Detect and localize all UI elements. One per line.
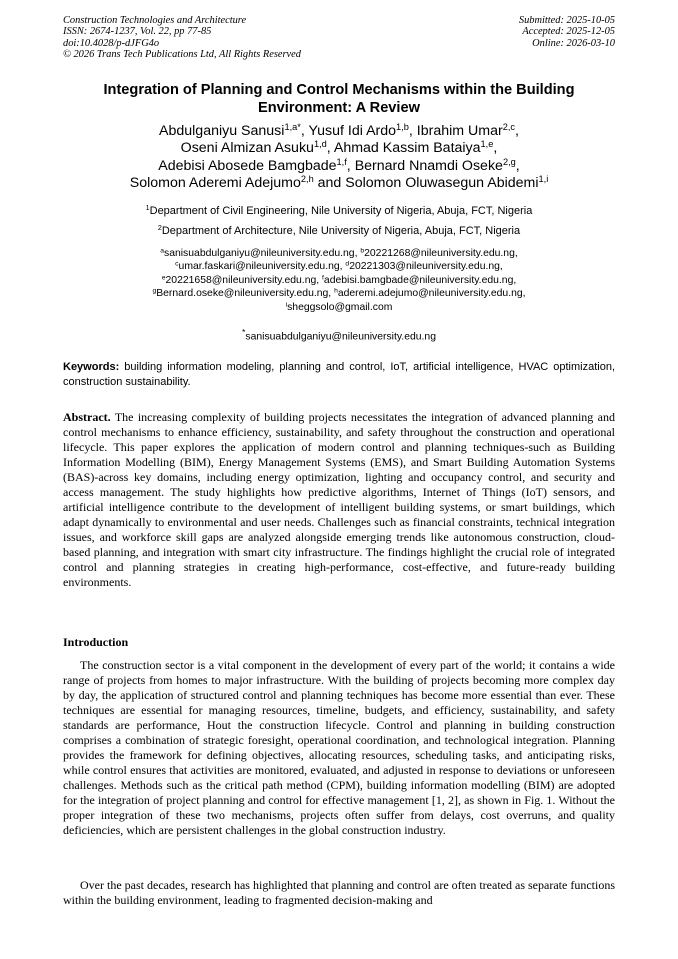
abstract-label: Abstract. xyxy=(63,410,111,424)
author: Oseni Almizan Asuku$^{1,d}$, xyxy=(180,139,334,157)
body-paragraph: The construction sector is a vital component in the development of every part of the world; it contains a wide range of projects from homes to major infrastructure. With the building of projects becoming more complex day by day, the application of structured control and planning techniques has become more essential than ever. These techniques are essential for managing resources, timeline, budgets, and efficiency, sustainability, and safety standards are performance, Hout the construction lifecycle. Control and planning in building construction comprises a combination of strategic foresight, operational coordination, and technological integration. Planning provides the framework for defining objectives, allocating resources, scheduling tasks, and anticipating risks, while control ensures that activities are monitored, evaluated, and adjusted in response to deviations or unforeseen challenges. Methods such as the critical path method (CPM), building information modelling (BIM) are adopted for the integration of project planning and control for effective management [1, 2], as shown in Fig. 1. Without the proper integration of these two mechanisms, projects often suffer from delays, cost overruns, and quality deficiencies, which are persistent challenges in the global construction industry. xyxy=(63,658,615,837)
section-heading-introduction: Introduction xyxy=(63,635,129,649)
keywords xyxy=(63,360,615,390)
email-link[interactable]: $^e$20221658@nileuniversity.edu.ng, xyxy=(161,274,323,286)
email-link[interactable]: $^d$20221303@nileuniversity.edu.ng, xyxy=(345,260,503,273)
journal-name: Construction Technologies and Architecture xyxy=(63,15,247,26)
affiliation: $^2$Department of Architecture, Nile University of Nigeria, Abuja, FCT, Nigeria xyxy=(157,224,521,237)
accepted-date: Accepted: 2025-12-05 xyxy=(522,26,615,38)
author-emails xyxy=(55,247,623,314)
author: Adebisi Abosede Bamgbade$^{1,f}$, xyxy=(158,156,355,174)
email-link[interactable]: $^h$aderemi.adejumo@nileuniversity.edu.ng, xyxy=(334,287,526,300)
abstract-text: The increasing complexity of building projects necessitates the integration of advanced planning and control mechanisms to enhance efficiency, sustainability, and safety throughout the construction and operational lifecycle. This paper explores the application of modern control and planning techniques-such as Building Information Modelling (BIM), Energy Management Systems (EMS), and Smart Building Automation Systems (BAS)-across key domains, including energy optimization, lighting and occupancy control, and security and access management. The study highlights how predictive algorithms, Internet of Things (IoT) sensors, and artificial intelligence contribute to the development of intelligent building systems, or smart buildings, which adapt dynamically to environmental and user needs. Challenges such as financial constraints, technical integration issues, and workforce skill gaps are analyzed alongside emerging trends like autonomous construction, cloud-based planning, and integration with smart city infrastructure. The findings highlight the crucial role of integrated control and planning strategies in creating high-performance, cost-effective, and future-ready building environments. xyxy=(63,410,615,589)
journal-header xyxy=(63,15,301,61)
online-date: Online: 2026-03-10 xyxy=(532,37,615,49)
email-link[interactable]: $^a$sanisuabdulganiyu@nileuniversity.edu.ng, xyxy=(160,247,361,259)
email-link[interactable]: $^f$adebisi.bamgbade@nileuniversity.edu.ng, xyxy=(322,274,517,286)
author: Ahmad Kassim Bataiya$^{1,e}$, xyxy=(333,139,498,157)
journal-issn: ISSN: 2674-1237, Vol. 22, pp 77-85 xyxy=(63,26,212,38)
paper-title: Integration of Planning and Control Mechanisms within the Building Environment: A Review xyxy=(103,82,575,116)
corresponding-email[interactable]: *sanisuabdulganiyu@nileuniversity.edu.ng xyxy=(242,327,436,343)
author: Abdulganiyu Sanusi$^{1,a*}$, xyxy=(159,121,309,139)
doi: doi:10.4028/p-dJFG4o xyxy=(63,37,160,49)
author: Solomon Aderemi Adejumo$^{2,h}$ and xyxy=(129,174,346,192)
keywords-label: Keywords: xyxy=(63,361,120,373)
body-paragraph: Over the past decades, research has highlighted that planning and control are often treated as separate functions within the building environment, leading to fragmented decision-making and xyxy=(63,878,615,907)
author: Bernard Nnamdi Oseke$^{2,g}$, xyxy=(354,156,520,174)
author: Yusuf Idi Ardo$^{1,b}$, xyxy=(308,121,417,139)
email-link[interactable]: $^i$sheggsolo@gmail.com xyxy=(285,300,393,313)
email-link[interactable]: $^c$umar.faskari@nileuniversity.edu.ng, xyxy=(175,260,346,273)
keywords-text: building information modeling, planning and control, IoT, artificial intelligence, HVAC optimization, construction sustainability. xyxy=(63,361,615,388)
author-list xyxy=(55,123,623,193)
copyright: © 2026 Trans Tech Publications Ltd, All Rights Reserved xyxy=(63,49,301,61)
author: Ibrahim Umar$^{2,c}$, xyxy=(416,121,519,139)
email-link[interactable]: $^g$Bernard.oseke@nileuniversity.edu.ng, xyxy=(152,287,335,300)
abstract xyxy=(63,410,615,590)
email-link[interactable]: $^b$20221268@nileuniversity.edu.ng, xyxy=(360,247,518,259)
affiliation: $^1$Department of Civil Engineering, Nile University of Nigeria, Abuja, FCT, Nigeria xyxy=(145,204,533,217)
dates-header xyxy=(519,15,615,49)
author: Solomon Oluwasegun Abidemi$^{1,i}$ xyxy=(345,174,549,192)
submitted-date: Submitted: 2025-10-05 xyxy=(518,15,615,26)
